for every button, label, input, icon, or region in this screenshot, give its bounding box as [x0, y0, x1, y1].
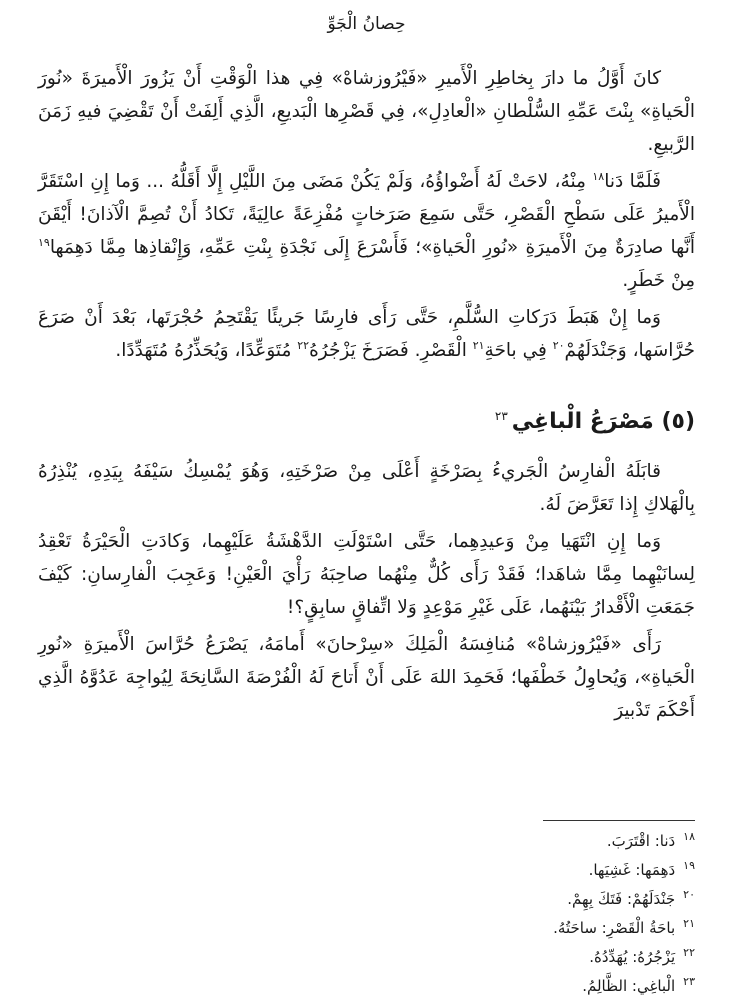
footnote-text: الْباغِي: الظَّالِمُ.	[582, 977, 676, 995]
paragraph-3-text-b: فِي باحَةِ	[484, 340, 553, 361]
footnote-text: جَنْدَلَهُمْ: فَتَكَ بِهِمْ.	[567, 890, 676, 908]
paragraph-5	[38, 525, 695, 624]
footnote-item: ١٨دَنا: اقْتَرَبَ.	[606, 830, 695, 850]
footnote-text: دَنا: اقْتَرَبَ.	[606, 832, 676, 850]
footnote-ref-22: ٢٢	[297, 338, 310, 352]
footnote-ref-20: ٢٠	[552, 338, 565, 352]
paragraph-3-text-d: مُتَوَعِّدًا، وَيُحَذِّرُهُ مُتَهَدِّدًا.	[115, 340, 298, 361]
footnote-ref-18: ١٨	[592, 169, 605, 183]
section-title: (٥) مَصْرَعُ الْباغِي	[511, 409, 695, 434]
paragraph-4-text: قابَلَهُ الْفارِسُ الْجَريءُ بِصَرْخَةٍ أَعْلَى مِنْ صَرْخَتِهِ، وَهُوَ يُمْسِكُ سَيْفَهُ بِيَدِهِ، يُنْذِرُهُ بِالْهَلاكِ إِذا تَعَرَّضَ لَهُ.	[38, 461, 695, 515]
footnote-item: ٢٣الْباغِي: الظَّالِمُ.	[582, 975, 695, 995]
footnote-text: يَزْجُرُهُ: يُهَدِّدُهُ.	[589, 948, 676, 966]
section-heading	[38, 405, 695, 439]
paragraph-3-text-a: وَما إِنْ هَبَطَ دَرَكاتِ السُّلَّمِ، حَتَّى رَأَى فارِسًا جَريئًا يَقْتَحِمُ حُجْرَتَها، بَعْدَ أَنْ صَرَعَ حُرَّاسَها، وَجَنْدَلَهُمْ	[38, 307, 695, 361]
footnote-text: دَهِمَها: غَشِيَها.	[588, 861, 676, 879]
paragraph-4	[38, 455, 695, 521]
footnote-item: ٢٢يَزْجُرُهُ: يُهَدِّدُهُ.	[589, 946, 695, 966]
footnote-text: باحَةُ الْقَصْرِ: ساحَتُهُ.	[553, 919, 676, 937]
paragraph-2-text-c: مِنْ خَطَرٍ.	[622, 270, 695, 291]
paragraph-5-text: وَما إِنِ انْتَهَيا مِنْ وَعيدِهِما، حَتَّى اسْتَوْلَتِ الدَّهْشَةُ عَلَيْهِما، وَكادَتِ الْحَيْرَةُ تَعْقِدُ لِسانَيْهِما مِمَّا شاهَدا؛ فَقَدْ رَأَى كُلٌّ مِنْهُما صاحِبَهُ رَأْيَ الْعَيْنِ! وَعَجِبَ الْفارِسانِ: كَيْفَ جَمَعَتِ الْأَقْدارُ بَيْنَهُما، عَلَى غَيْرِ مَوْعِدٍ وَلا اتِّفاقٍ سابِقٍ؟!	[38, 531, 695, 618]
footnotes	[35, 820, 695, 1001]
footnote-item: ٢٠جَنْدَلَهُمْ: فَتَكَ بِهِمْ.	[567, 888, 695, 908]
footnote-ref-23: ٢٣	[494, 408, 508, 423]
paragraph-6	[38, 628, 695, 727]
running-title: حِصانُ الْجَوِّ	[327, 14, 406, 34]
footnote-ref-21: ٢١	[472, 338, 485, 352]
paragraph-1-text: كانَ أَوَّلُ ما دارَ بِخاطِرِ الْأَميرِ «فَيْرُوزشاهْ» فِي هذا الْوَقْتِ أَنْ يَزُورَ الْأَميرَةَ «نُورَ الْحَياةِ» بِنْتَ عَمِّهِ السُّلْطانِ «الْعادِلِ»، فِي قَصْرِها الْبَديعِ، الَّذِي أَلِفَتْ أَنْ تَقْضِيَ فيهِ زَمَنَ الرَّبيعِ.	[38, 68, 695, 155]
footnote-item: ٢١باحَةُ الْقَصْرِ: ساحَتُهُ.	[553, 917, 695, 937]
paragraph-2-text-b: مِنْهُ، لاحَتْ لَهُ أَضْواؤُهُ، وَلَمْ يَكُنْ مَضَى مِنَ اللَّيْلِ إِلَّا أَقَلُّهُ ... وَما إِنِ اسْتَقَرَّ الْأَميرُ عَلَى سَطْحِ الْقَصْرِ، حَتَّى سَمِعَ صَرَخاتٍ مُفْزِعَةً عالِيَةً، تَكادُ أَنْ تُصِمَّ الْآذانَ! أَيْقَنَ أَنَّها صادِرَةٌ مِنَ الْأَميرَةِ «نُورِ الْحَياةِ»؛ فَأَسْرَعَ إِلَى نَجْدَةِ بِنْتِ عَمِّهِ، وَإِنْقاذِها مِمَّا دَهِمَها	[38, 171, 695, 258]
paragraph-2-text-a: فَلَمَّا دَنا	[604, 171, 661, 192]
footnote-item: ١٩دَهِمَها: غَشِيَها.	[588, 859, 695, 879]
paragraph-6-text: رَأَى «فَيْرُوزشاهْ» مُنافِسَهُ الْمَلِكَ «سِرْحانَ» أَمامَهُ، يَصْرَعُ حُرَّاسَ الْأَميرَةِ «نُورِ الْحَياةِ»، وَيُحاوِلُ خَطْفَها؛ فَحَمِدَ اللهَ عَلَى أَنْ أَتاحَ لَهُ الْفُرْصَةَ السَّانِحَةَ لِيُواجِهَ عَدُوَّهُ الَّذِي أَحْكَمَ تَدْبيرَ	[38, 634, 695, 721]
paragraph-1	[38, 62, 695, 161]
paragraph-3-text-c: الْقَصْرِ. فَصَرَخَ يَزْجُرُهُ	[309, 340, 473, 361]
paragraph-2	[38, 165, 695, 297]
paragraph-3	[38, 301, 695, 367]
footnote-separator	[543, 820, 695, 821]
footnote-ref-19: ١٩	[38, 235, 50, 249]
